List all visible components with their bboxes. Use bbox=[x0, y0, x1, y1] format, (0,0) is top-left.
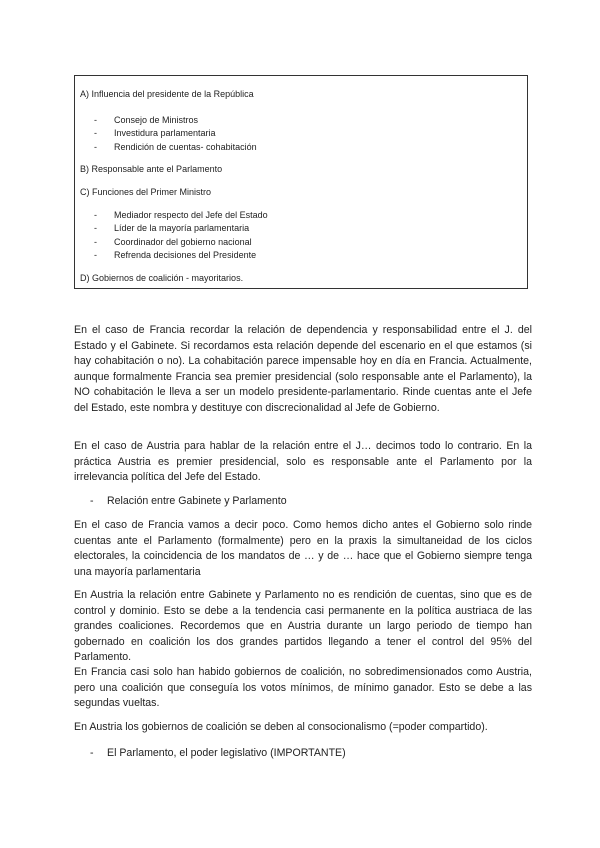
paragraph-france-coaliciones: En Francia casi solo han habido gobiernos de coalición, no sobredimensionados como Austria, pero una coalición que conseguía los votos mínimos, de mínimo ganador. Esto se debe a las segundas vueltas. bbox=[74, 666, 532, 709]
bullet-gabinete-parlamento bbox=[90, 494, 287, 510]
summary-box bbox=[74, 75, 528, 289]
list-item: - Investidura parlamentaria bbox=[94, 127, 257, 140]
list-item: - Refrenda decisiones del Presidente bbox=[94, 249, 268, 262]
paragraph-france-gabinete: En el caso de Francia vamos a decir poco. Como hemos dicho antes el Gobierno solo rinde cuentas ante el Parlamento (formalmente) pero en la praxis la simultaneidad de los ciclos electorales, la coincidencia de los mandatos de … y de … hace que el Gobierno siempre tenga una mayoría parlamentaria bbox=[74, 519, 532, 578]
section-b-title: B) Responsable ante el Parlamento bbox=[80, 164, 223, 174]
paragraph-austria-coaliciones: En Austria los gobiernos de coalición se deben al consocionalismo (=poder compartido). bbox=[74, 721, 488, 733]
list-item: - Mediador respecto del Jefe del Estado bbox=[94, 209, 268, 222]
list-item: - Rendición de cuentas- cohabitación bbox=[94, 141, 257, 154]
section-c-title: C) Funciones del Primer Ministro bbox=[80, 187, 212, 197]
section-a-list bbox=[94, 114, 257, 154]
list-item: - Consejo de Ministros bbox=[94, 114, 257, 127]
paragraph-austria-relation: En el caso de Austria para hablar de la relación entre el J… decimos todo lo contrario. En la práctica Austria es premier presidencial, solo es responsable ante el Parlamento por la irrelevancia política del Jefe del Estado. bbox=[74, 440, 532, 483]
section-d-title: D) Gobiernos de coalición - mayoritarios. bbox=[80, 273, 244, 283]
bullet-label: El Parlamento, el poder legislativo (IMPORTANTE) bbox=[107, 747, 346, 759]
paragraph-france-dependence: En el caso de Francia recordar la relación de dependencia y responsabilidad entre el J. del Estado y el Gabinete. Si recordamos esta relación depende del escenario en el que estamos (si hay cohabitación o no). La cohabitación parece impensable hoy en día en Francia. Actualmente, aunque formalmente Francia sea premier presidencial (solo responsable ante el Parlamento), la NO cohabitación le lleva a ser un modelo presidente-parlamentario. Rinde cuentas ante el Jefe del Estado, este nombra y destituye con discrecionalidad al Jefe de Gobierno. bbox=[74, 324, 532, 414]
list-item: - Líder de la mayoría parlamentaria bbox=[94, 222, 268, 235]
list-item: - Coordinador del gobierno nacional bbox=[94, 236, 268, 249]
bullet-parlamento bbox=[90, 746, 346, 762]
paragraph-austria-gabinete: En Austria la relación entre Gabinete y Parlamento no es rendición de cuentas, sino que es de control y dominio. Esto se debe a la tendencia casi permanente en la política austriaca de las grandes coaliciones. Recordemos que en Austria durante un largo periodo de tiempo han gobernado en coalición los dos grandes partidos llegando a tener el control del 95% del Parlamento. bbox=[74, 589, 532, 663]
bullet-label: Relación entre Gabinete y Parlamento bbox=[107, 495, 287, 507]
section-a-title: A) Influencia del presidente de la República bbox=[80, 89, 254, 99]
section-c-list bbox=[94, 209, 268, 263]
